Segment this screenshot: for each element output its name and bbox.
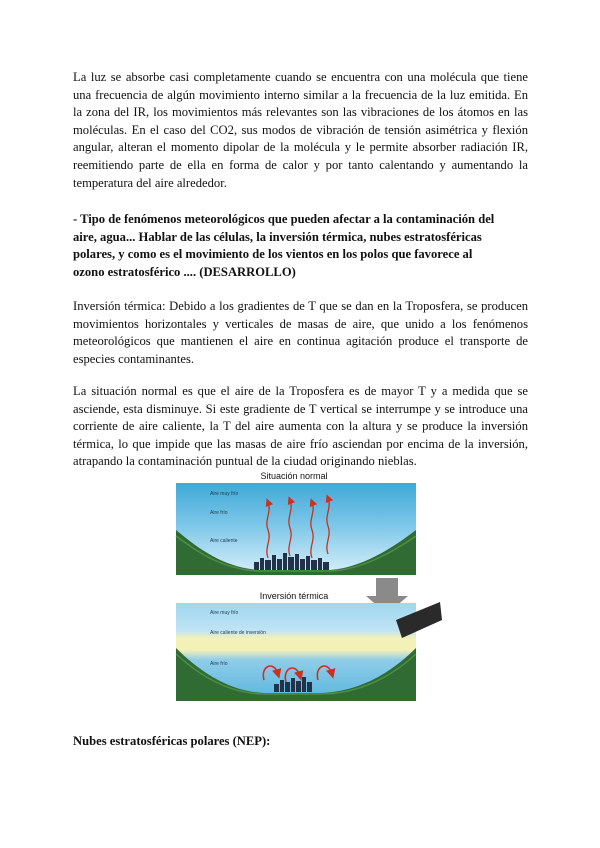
inversion-title: Inversión térmica xyxy=(259,591,329,601)
thermal-inversion-diagram xyxy=(170,470,442,710)
paragraph-thermal-inversion-intro: Inversión térmica: Debido a los gradientes de T que se dan en la Troposfera, se producen movimientos horizontales y verticales de masas de aire, que unido a los fenómenos meteorológicos que mantienen el aire en continua agitación produce el transporte de especies contaminantes. xyxy=(73,299,528,366)
section-heading-polar-stratospheric-clouds: Nubes estratosféricas polares (NEP): xyxy=(73,734,271,748)
inversion-label-bottom: Aire frío xyxy=(210,661,228,667)
paragraph-thermal-inversion-detail: La situación normal es que el aire de la Troposfera es de mayor T y a medida que se asciende, esta disminuye. Si este gradiente de T vertical se interrumpe y se introduce una corriente de aire caliente, la T del aire aumenta con la altura y se produce la inversión térmica, lo que impide que las masas de aire frío asciendan por encima de la inversión, atrapando la contaminación puntual de la ciudad originando nieblas. xyxy=(73,384,528,469)
thermal-inversion-figure xyxy=(170,470,442,710)
paragraph-co2-absorption: La luz se absorbe casi completamente cuando se encuentra con una molécula que tiene una frecuencia de algún movimiento interno similar a la frecuencia de la luz emitida. En la zona del IR, los movimientos más relevantes son las vibraciones de los átomos en las moléculas. En el caso del CO2, sus modos de vibración de tensión asimétrica y flexión angular, alteran el momento dipolar de la molécula y le permite absorber radiación IR, reemitiendo parte de ella en forma de calor y por tanto calentando y aumentando la temperatura del aire alrededor. xyxy=(73,70,528,190)
inversion-label-mid: Aire caliente de inversión xyxy=(210,630,266,636)
inversion-label-top: Aire muy frío xyxy=(210,610,239,616)
normal-label-top: Aire muy frío xyxy=(210,491,239,497)
normal-label-mid: Aire frío xyxy=(210,510,228,516)
normal-label-bottom: Aire caliente xyxy=(210,538,238,544)
normal-title: Situación normal xyxy=(260,471,328,481)
transition-arrow-shaft xyxy=(376,578,398,596)
section-heading-meteorological-phenomena: - Tipo de fenómenos meteorológicos que pueden afectar a la contaminación del aire, agua... Hablar de las células, la inversión térmica, nubes estratosféricas polares, y como es el movimiento de los vientos en los polos que favorece al ozono estratosférico .... (DESARROLLO) xyxy=(73,212,495,279)
